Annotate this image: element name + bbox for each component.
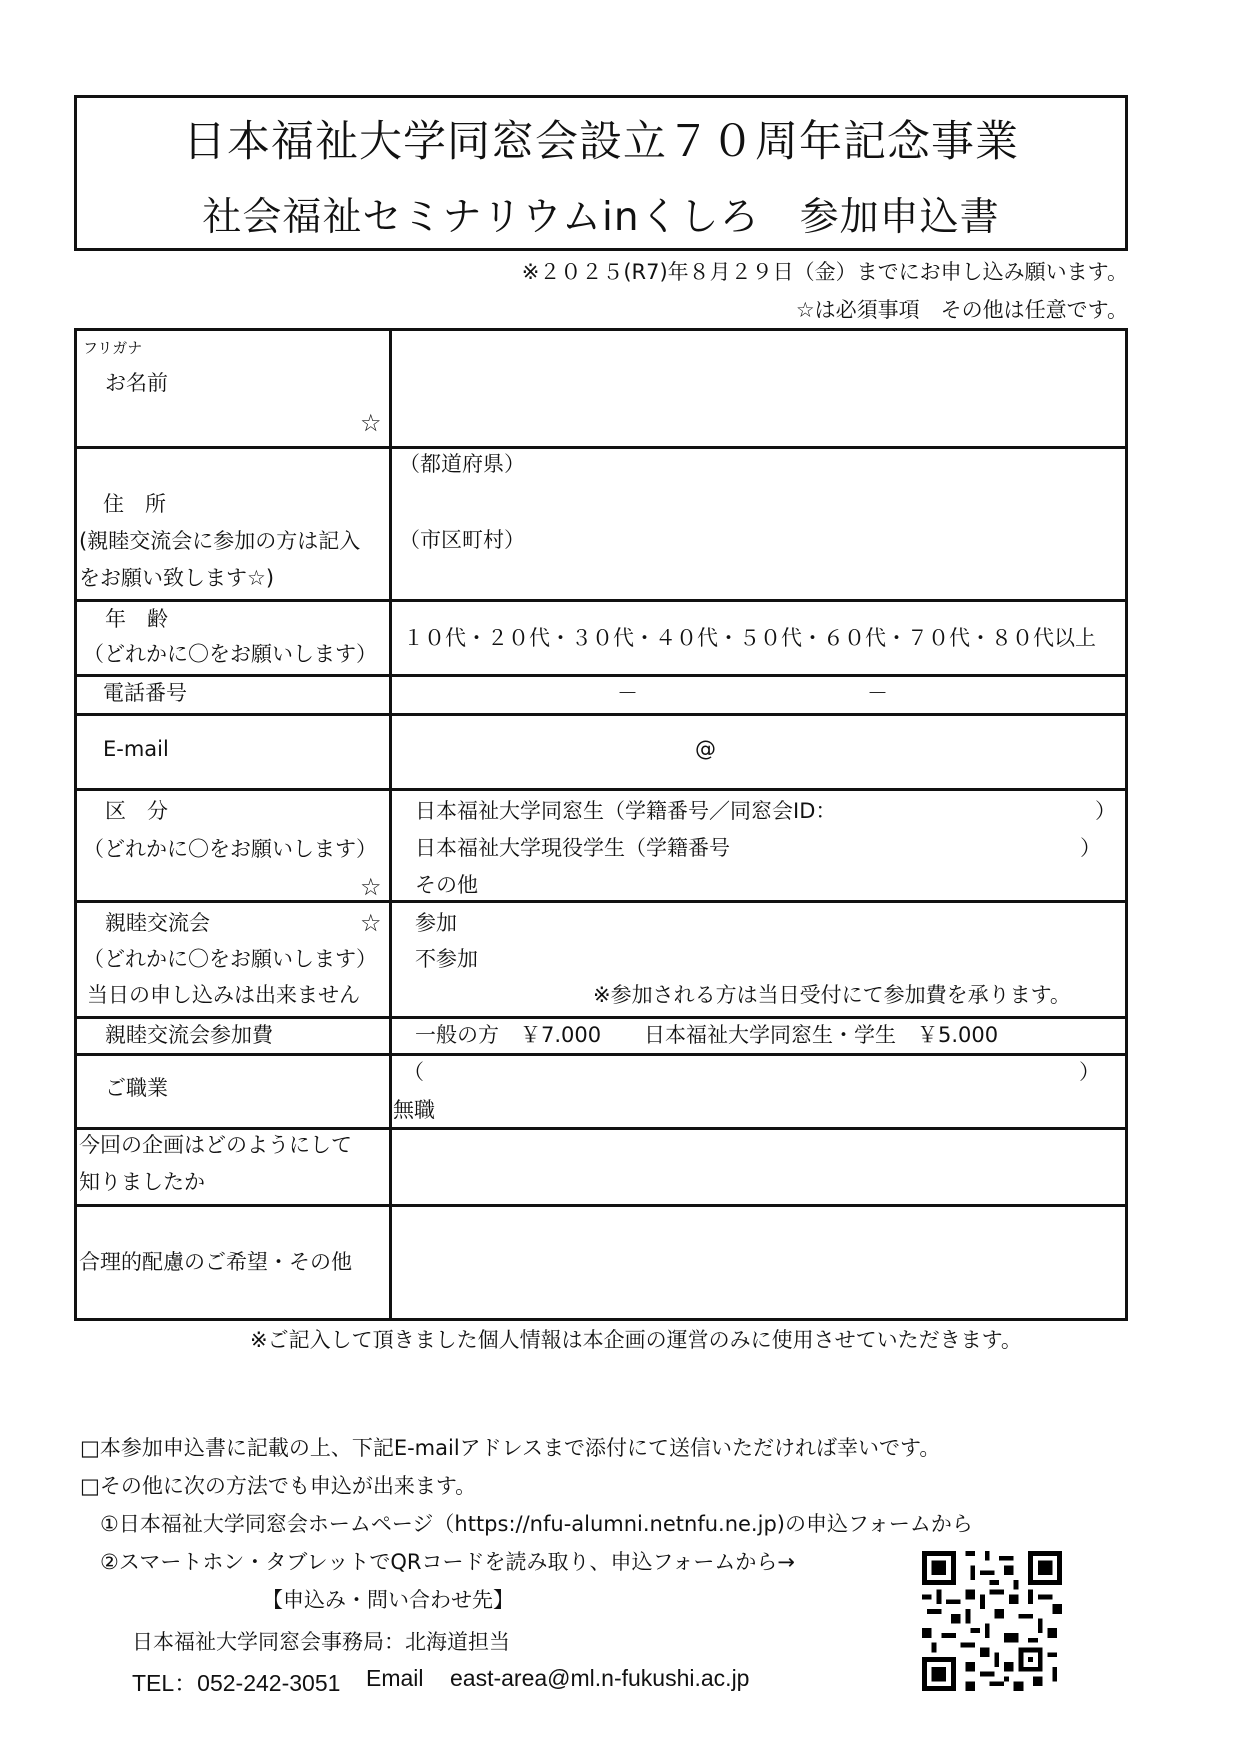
close-paren: ）	[1080, 836, 1101, 860]
main-title: 日本福祉大学同窓会設立７０周年記念事業	[183, 117, 1019, 167]
row-divider	[77, 1204, 1125, 1207]
category-option-other[interactable]: その他	[415, 873, 478, 897]
category-option-student[interactable]: 日本福祉大学現役学生（学籍番号	[415, 836, 730, 860]
party-option-attend[interactable]: 参加	[415, 911, 457, 935]
column-divider	[389, 331, 392, 1318]
phone-dash: －	[617, 681, 638, 705]
address-note-line1: (親睦交流会に参加の方は記入	[79, 529, 361, 553]
address-label: 住 所	[103, 492, 166, 516]
close-paren: ）	[1079, 1060, 1100, 1084]
contact-heading: 【申込み・問い合わせ先】	[262, 1588, 514, 1612]
row-divider	[77, 1053, 1125, 1056]
sub-title: 社会福祉セミナリウムinくしろ 参加申込書	[202, 195, 1000, 240]
accommodation-label: 合理的配慮のご希望・その他	[79, 1250, 352, 1274]
row-divider	[77, 900, 1125, 903]
row-divider	[77, 1127, 1125, 1130]
title-box	[74, 95, 1128, 251]
required-note: ☆は必須事項 その他は任意です。	[795, 298, 1128, 322]
row-divider	[77, 788, 1125, 791]
party-option-absent[interactable]: 不参加	[415, 947, 478, 971]
age-instruction: （どれかに〇をお願いします）	[83, 642, 377, 666]
fee-general: 一般の方 ￥7.000	[415, 1023, 602, 1047]
open-paren: （	[403, 1060, 424, 1084]
fee-alumni: 日本福祉大学同窓生・学生 ￥5.000	[644, 1023, 999, 1047]
age-label: 年 齢	[105, 607, 168, 631]
name-input-cell[interactable]	[402, 343, 1122, 441]
city-label: （市区町村）	[399, 528, 525, 552]
required-star: ☆	[360, 909, 382, 937]
email-label: E-mail	[103, 737, 169, 761]
source-label-line2: 知りましたか	[79, 1170, 205, 1194]
footer-line4: ②スマートホン・タブレットでQRコードを読み取り、申込フォームから→	[100, 1550, 796, 1574]
row-divider	[77, 1016, 1125, 1019]
privacy-note: ※ご記入して頂きました個人情報は本企画の運営のみに使用させていただきます。	[250, 1328, 1022, 1352]
qr-code-icon[interactable]	[922, 1551, 1062, 1691]
contact-tel: TEL：052-242-3051	[132, 1670, 341, 1696]
footer-line3: ①日本福祉大学同窓会ホームページ（https://nfu-alumni.netnfu.ne.jp)の申込フォームから	[100, 1512, 973, 1536]
row-divider	[77, 674, 1125, 677]
footer-line1: □本参加申込書に記載の上、下記E-mailアドレスまで添付にて送信いただければ幸いです。	[80, 1436, 941, 1460]
occupation-label: ご職業	[105, 1076, 168, 1100]
party-instruction: （どれかに〇をお願いします）	[83, 947, 377, 971]
source-label-line1: 今回の企画はどのようにして	[79, 1133, 352, 1157]
party-sameday-note: 当日の申し込みは出来ません	[87, 983, 360, 1007]
required-star: ☆	[360, 409, 382, 437]
party-label: 親睦交流会	[105, 911, 210, 935]
deadline-note: ※２０２５(R7)年８月２９日（金）までにお申し込み願います。	[521, 260, 1128, 284]
contact-email[interactable]: east-area@ml.n-fukushi.ac.jp	[450, 1665, 750, 1691]
furigana-label: フリガナ	[83, 339, 143, 357]
category-option-alumni[interactable]: 日本福祉大学同窓生（学籍番号／同窓会ID：	[415, 799, 837, 823]
phone-label: 電話番号	[103, 681, 187, 705]
row-divider	[77, 713, 1125, 716]
party-fee-note: ※参加される方は当日受付にて参加費を承ります。	[593, 983, 1071, 1007]
fee-label: 親睦交流会参加費	[105, 1023, 273, 1047]
phone-dash: －	[867, 681, 888, 705]
row-divider	[77, 446, 1125, 449]
office-name: 日本福祉大学同窓会事務局：北海道担当	[132, 1630, 510, 1654]
required-star: ☆	[360, 873, 382, 901]
category-label: 区 分	[105, 799, 168, 823]
category-instruction: （どれかに〇をお願いします）	[83, 837, 377, 861]
contact-email-label: Email	[366, 1665, 424, 1691]
age-options[interactable]: １０代・２０代・３０代・４０代・５０代・６０代・７０代・８０代以上	[403, 626, 1096, 650]
occupation-none[interactable]: 無職	[393, 1098, 435, 1122]
row-divider	[77, 599, 1125, 602]
close-paren: ）	[1095, 799, 1116, 823]
prefecture-label: （都道府県）	[399, 452, 525, 476]
application-form	[74, 328, 1128, 1321]
at-sign: @	[695, 737, 716, 761]
address-note-line2: をお願い致します☆)	[79, 566, 275, 590]
footer-line2: □その他に次の方法でも申込が出来ます。	[80, 1474, 477, 1498]
name-label: お名前	[105, 371, 168, 395]
